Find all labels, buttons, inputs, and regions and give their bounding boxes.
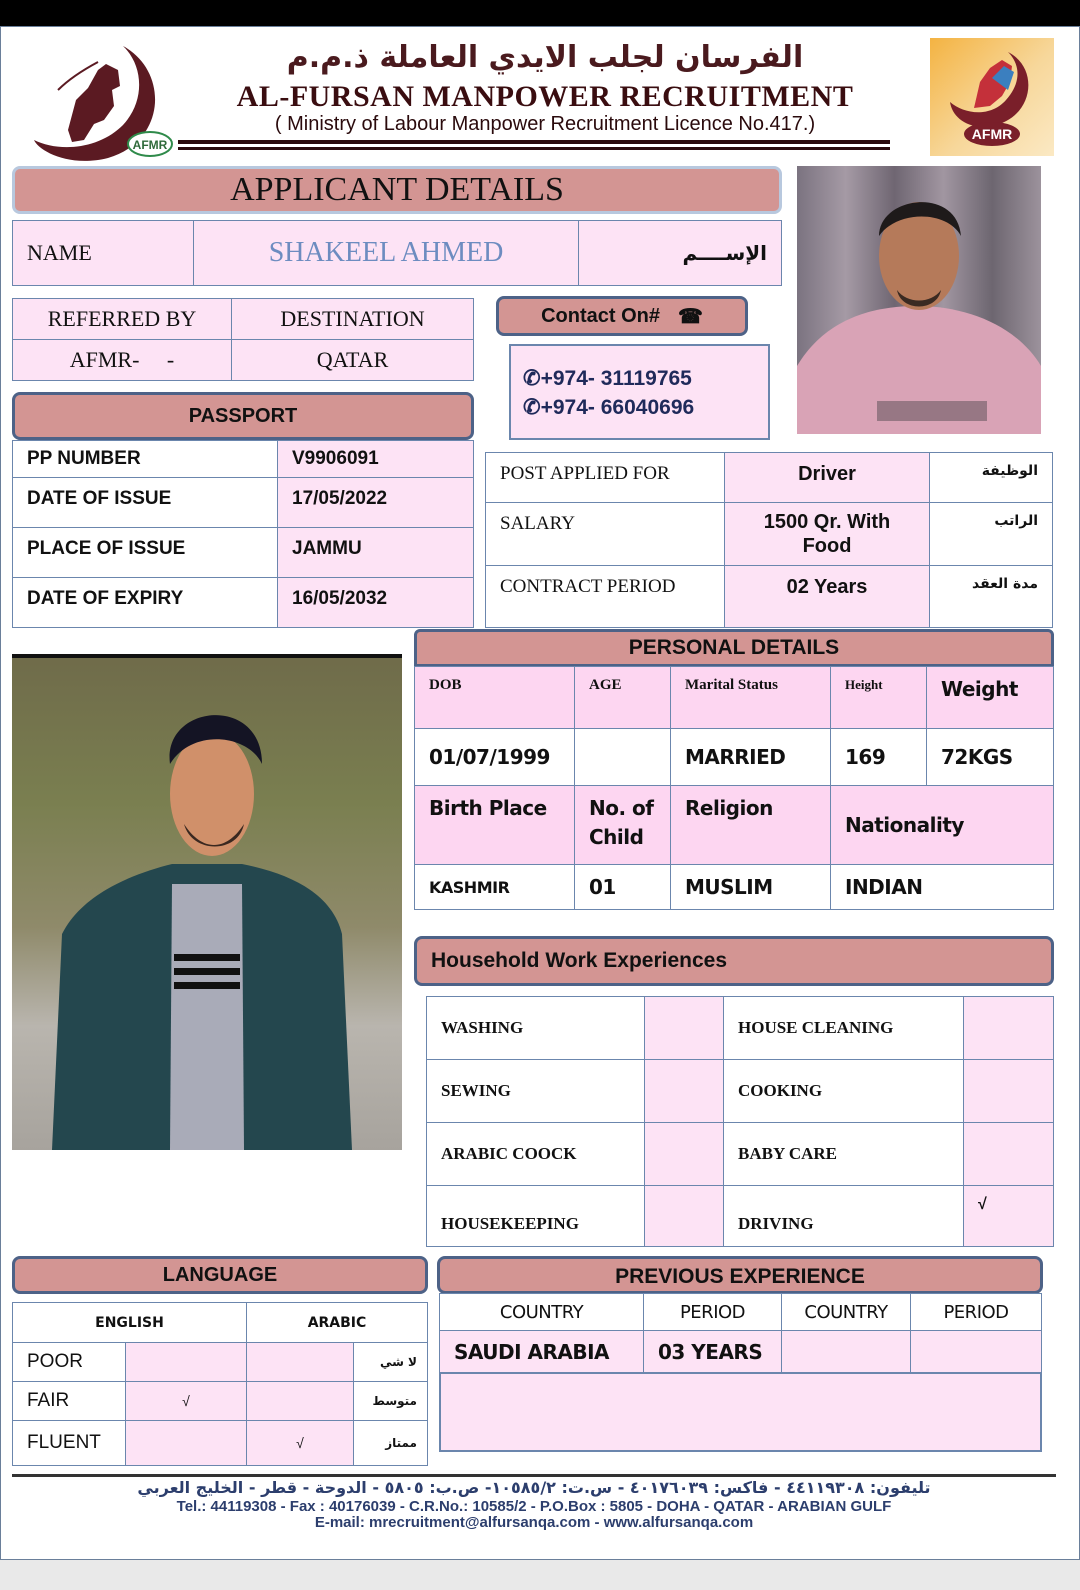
footer-email-website: E-mail: mrecruitment@alfursanqa.com - www.alfursanqa.com: [314, 1514, 754, 1531]
religion-value: MUSLIM: [670, 864, 831, 910]
period-2-header: PERIOD: [910, 1293, 1042, 1331]
contact-numbers-box: [509, 344, 770, 440]
arabic-cook-label: ARABIC COOCK: [426, 1122, 645, 1186]
baby-care-check[interactable]: [963, 1122, 1054, 1186]
place-of-issue-value: JAMMU: [277, 527, 474, 578]
birth-place-value: KASHMIR: [414, 864, 575, 910]
arabic-poor-check[interactable]: [246, 1342, 354, 1382]
phone-icon: ✆: [523, 396, 541, 419]
household-work-header: Household Work Experiences: [414, 936, 1054, 986]
applicant-photo-full: [12, 654, 402, 1150]
marital-status-label: Marital Status: [670, 666, 831, 729]
weight-label: Weight: [926, 666, 1054, 729]
footer-arabic-contact: تليفون: ٤٤١١٩٣٠٨ - فاكس: ٤٠١٧٦٠٣٩ - س.ت: ١٠٥٨٥/٢- ص.ب: ٥٨٠٥ - الدوحة - قطر - الخليج العربي: [137, 1478, 931, 1497]
svg-text:AFMR: AFMR: [132, 138, 168, 152]
country-1-header: COUNTRY: [439, 1293, 644, 1331]
licence-text: ( Ministry of Labour Manpower Recruitment Licence No.417.): [274, 113, 816, 135]
name-label: NAME: [12, 220, 194, 286]
baby-care-label: BABY CARE: [723, 1122, 964, 1186]
applicant-photo-portrait: [797, 166, 1041, 434]
driving-label: DRIVING: [723, 1185, 964, 1247]
salary-value: 1500 Qr. With Food: [724, 502, 930, 566]
fluent-label-arabic: ممتاز: [353, 1420, 428, 1466]
afmr-logo-right-icon: [930, 38, 1054, 156]
date-of-issue-value: 17/05/2022: [277, 477, 474, 528]
age-value: [574, 728, 671, 786]
housekeeping-label: HOUSEKEEPING: [426, 1185, 645, 1247]
date-of-expiry-label: DATE OF EXPIRY: [12, 577, 278, 628]
birth-place-label: Birth Place: [414, 785, 575, 865]
company-arabic-name: الفرسان لجلب الايدي العاملة ذ.م.م: [286, 40, 804, 75]
top-black-bar: [0, 0, 1080, 26]
post-applied-label: POST APPLIED FOR: [485, 452, 725, 503]
arabic-fluent-check[interactable]: √: [246, 1420, 354, 1466]
destination-label: DESTINATION: [231, 298, 474, 340]
passport-header: PASSPORT: [12, 392, 474, 440]
cooking-label: COOKING: [723, 1059, 964, 1123]
referred-by-value: AFMR- -: [12, 339, 232, 381]
svg-text:AFMR: AFMR: [971, 126, 1013, 142]
arabic-column-header: ARABIC: [246, 1302, 428, 1343]
nationality-label: Nationality: [830, 785, 1054, 865]
header-divider: [178, 140, 890, 144]
religion-label: Religion: [670, 785, 831, 865]
salary-label-arabic: الراتب: [929, 502, 1053, 566]
weight-value: 72KGS: [926, 728, 1054, 786]
nationality-value: INDIAN: [830, 864, 1054, 910]
salary-label: SALARY: [485, 502, 725, 566]
contract-period-label-arabic: مدة العقد: [929, 565, 1053, 628]
house-cleaning-label: HOUSE CLEANING: [723, 996, 964, 1060]
fair-label-arabic: متوسط: [353, 1381, 428, 1421]
afmr-horse-logo-icon: [28, 40, 178, 162]
referred-by-label: REFERRED BY: [12, 298, 232, 340]
dob-label: DOB: [414, 666, 575, 729]
period-2-value: [910, 1330, 1042, 1373]
country-1-value: SAUDI ARABIA: [439, 1330, 644, 1373]
contract-period-label: CONTRACT PERIOD: [485, 565, 725, 628]
english-column-header: ENGLISH: [12, 1302, 247, 1343]
post-applied-value: Driver: [724, 452, 930, 503]
arabic-fair-check[interactable]: [246, 1381, 354, 1421]
pp-number-value: V9906091: [277, 440, 474, 478]
housekeeping-check[interactable]: [644, 1185, 724, 1247]
pp-number-label: PP NUMBER: [12, 440, 278, 478]
post-applied-label-arabic: الوظيفة: [929, 452, 1053, 503]
contact-header: [496, 296, 748, 336]
sewing-check[interactable]: [644, 1059, 724, 1123]
english-fair-check[interactable]: √: [125, 1381, 247, 1421]
poor-label: POOR: [12, 1342, 126, 1382]
period-1-value: 03 YEARS: [643, 1330, 782, 1373]
fair-label: FAIR: [12, 1381, 126, 1421]
footer-divider: [12, 1474, 1056, 1477]
english-fluent-check[interactable]: [125, 1420, 247, 1466]
contract-period-value: 02 Years: [724, 565, 930, 628]
arabic-cook-check[interactable]: [644, 1122, 724, 1186]
fluent-label: FLUENT: [12, 1420, 126, 1466]
height-value: 169: [830, 728, 927, 786]
previous-experience-notes: [439, 1372, 1042, 1452]
personal-details-header: PERSONAL DETAILS: [414, 629, 1054, 667]
house-cleaning-check[interactable]: [963, 996, 1054, 1060]
place-of-issue-label: PLACE OF ISSUE: [12, 527, 278, 578]
washing-check[interactable]: [644, 996, 724, 1060]
previous-experience-header: PREVIOUS EXPERIENCE: [437, 1256, 1043, 1294]
name-label-arabic: الإســــم: [578, 220, 782, 286]
applicant-name: SHAKEEL AHMED: [193, 220, 579, 286]
dob-value: 01/07/1999: [414, 728, 575, 786]
age-label: AGE: [574, 666, 671, 729]
company-english-name: AL-FURSAN MANPOWER RECRUITMENT: [236, 80, 854, 113]
phone-number-1[interactable]: ✆+974- 31119765: [523, 367, 692, 390]
footer-english-contact: Tel.: 44119308 - Fax : 40176039 - C.R.No.: 10585/2 - P.O.Box : 5805 - DOHA - QATAR - ARABIAN GULF: [176, 1498, 892, 1515]
date-of-expiry-value: 16/05/2032: [277, 577, 474, 628]
no-of-child-value: 01: [574, 864, 671, 910]
phone-number-2[interactable]: ✆+974- 66040696: [523, 396, 695, 419]
contact-title: Contact On#: [541, 304, 660, 327]
destination-value: QATAR: [231, 339, 474, 381]
english-poor-check[interactable]: [125, 1342, 247, 1382]
telephone-icon: ☎: [677, 305, 703, 328]
country-2-value: [781, 1330, 911, 1373]
period-1-header: PERIOD: [643, 1293, 782, 1331]
washing-label: WASHING: [426, 996, 645, 1060]
no-of-child-label: No. of Child: [574, 785, 671, 865]
language-header: LANGUAGE: [12, 1256, 428, 1294]
cooking-check[interactable]: [963, 1059, 1054, 1123]
country-2-header: COUNTRY: [781, 1293, 911, 1331]
poor-label-arabic: لا شي: [353, 1342, 428, 1382]
header-divider: [178, 147, 890, 150]
applicant-details-header: APPLICANT DETAILS: [12, 166, 782, 214]
date-of-issue-label: DATE OF ISSUE: [12, 477, 278, 528]
height-label: Height: [830, 666, 927, 729]
marital-status-value: MARRIED: [670, 728, 831, 786]
sewing-label: SEWING: [426, 1059, 645, 1123]
phone-icon: ✆: [523, 367, 541, 390]
driving-check[interactable]: √: [963, 1185, 1054, 1247]
